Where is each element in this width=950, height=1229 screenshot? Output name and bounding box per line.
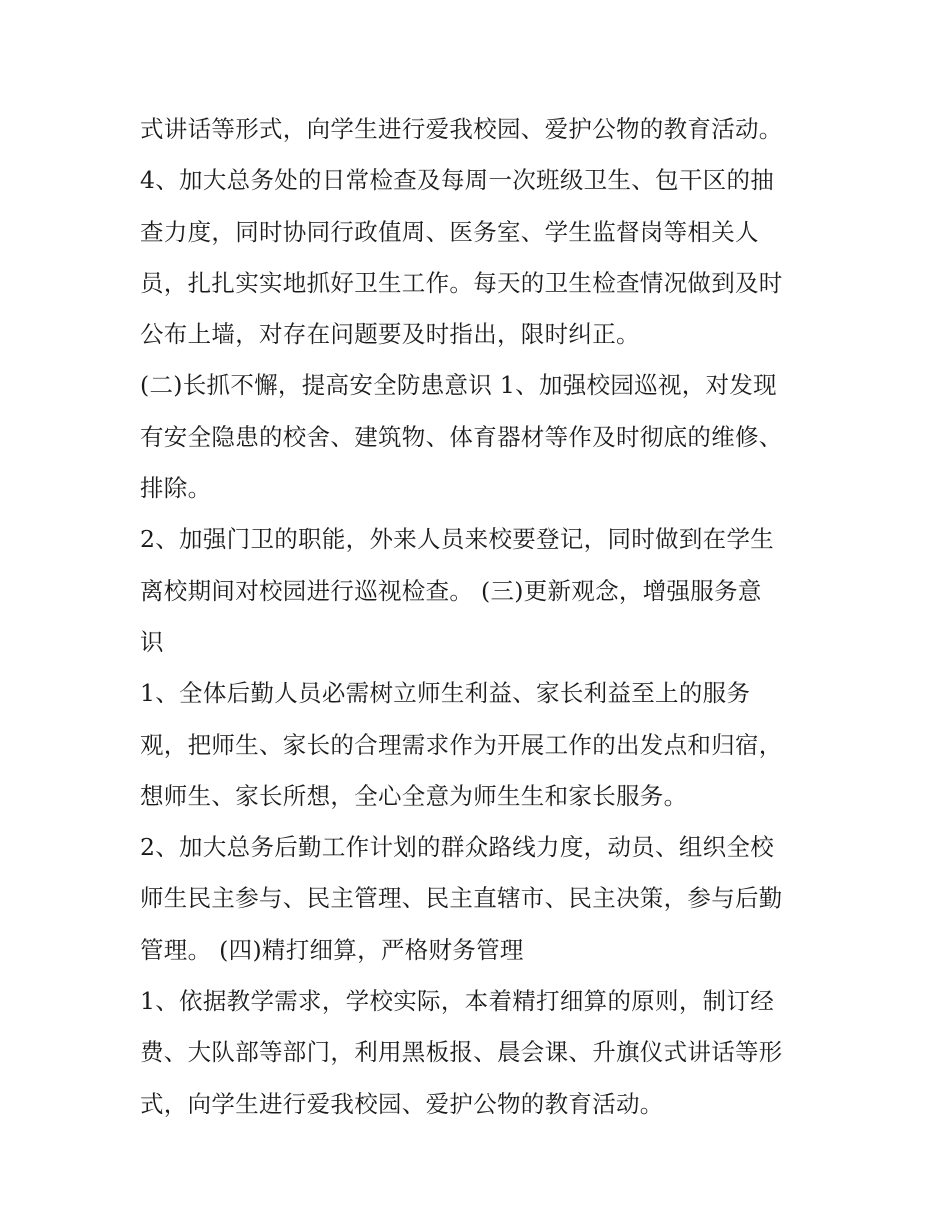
- text-line: 2、加强门卫的职能，外来人员来校要登记，同时做到在学生: [140, 525, 775, 554]
- text-line: 员，扎扎实实地抓好卫生工作。每天的卫生检查情况做到及时: [140, 268, 783, 297]
- document-body: [140, 104, 830, 1130]
- text-line: 费、大队部等部门，利用黑板报、晨会课、升旗仪式讲话等形: [140, 1038, 783, 1067]
- text-line: 想师生、家长所想，全心全意为师生生和家长服务。: [140, 781, 688, 810]
- text-line: 2、加大总务后勤工作计划的群众路线力度，动员、组织全校: [140, 833, 775, 862]
- text-line: 师生民主参与、民主管理、民主直辖市、民主决策，参与后勤: [140, 884, 783, 913]
- text-line: 观，把师生、家长的合理需求作为开展工作的出发点和归宿，: [140, 730, 783, 759]
- text-line: (二)长抓不懈，提高安全防患意识 1、加强校园巡视，对发现: [140, 371, 777, 400]
- text-line: 有安全隐患的校舍、建筑物、体育器材等作及时彻底的维修、: [140, 422, 783, 451]
- text-line: 1、全体后勤人员必需树立师生利益、家长利益至上的服务: [140, 679, 751, 708]
- text-line: 公布上墙，对存在问题要及时指出，限时纠正。: [140, 320, 640, 349]
- text-line: 式，向学生进行爱我校园、爱护公物的教育活动。: [140, 1089, 664, 1118]
- text-line: 4、加大总务处的日常检查及每周一次班级卫生、包干区的抽: [140, 166, 775, 195]
- text-line: 识: [140, 627, 164, 656]
- text-line: 查力度，同时协同行政值周、医务室、学生监督岗等相关人: [140, 217, 759, 246]
- text-line: 管理。 (四)精打细算，严格财务管理: [140, 935, 524, 964]
- text-line: 式讲话等形式，向学生进行爱我校园、爱护公物的教育活动。: [140, 115, 783, 143]
- text-line: 离校期间对校园进行巡视检查。 (三)更新观念，增强服务意: [140, 576, 762, 605]
- text-line: 排除。: [140, 474, 212, 503]
- text-line: 1、依据教学需求，学校实际，本着精打细算的原则，制订经: [140, 987, 775, 1016]
